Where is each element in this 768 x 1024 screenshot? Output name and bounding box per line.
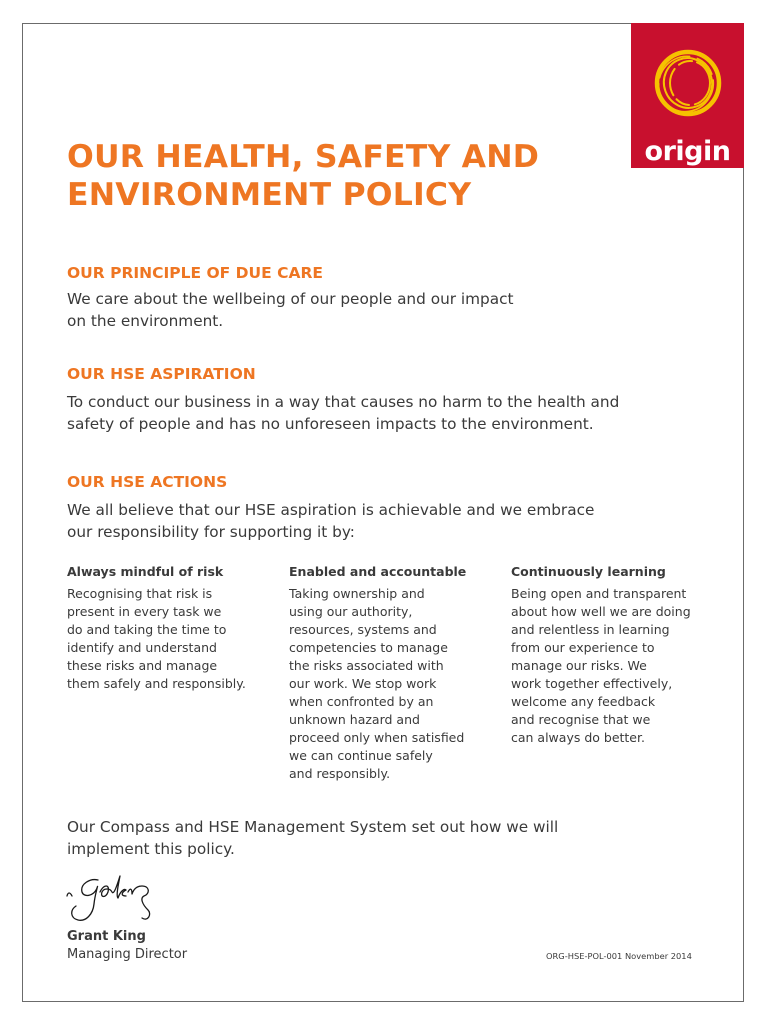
- action-title: Enabled and accountable: [289, 564, 467, 579]
- principle-line-2: on the environment.: [67, 312, 224, 330]
- action-line: using our authority,: [289, 604, 413, 619]
- action-title: Always mindful of risk: [67, 564, 224, 579]
- action-line: and relentless in learning: [511, 622, 670, 637]
- signatory-role: Managing Director: [67, 947, 188, 962]
- action-title: Continuously learning: [511, 564, 666, 579]
- closing-line-2: implement this policy.: [67, 840, 235, 858]
- action-line: our work. We stop work: [289, 676, 437, 691]
- action-line: and responsibly.: [289, 766, 391, 781]
- action-line: about how well we are doing: [511, 604, 691, 619]
- action-line: do and taking the time to: [67, 622, 227, 637]
- aspiration-text: [67, 391, 619, 435]
- action-line: from our experience to: [511, 640, 655, 655]
- principle-line-1: We care about the wellbeing of our people and our impact: [67, 290, 514, 308]
- action-line: competencies to manage: [289, 640, 448, 655]
- origin-wordmark: origin: [644, 136, 731, 167]
- action-description: [289, 585, 494, 783]
- action-line: work together effectively,: [511, 676, 673, 691]
- closing-line-1: Our Compass and HSE Management System set out how we will: [67, 818, 559, 836]
- action-line: the risks associated with: [289, 658, 444, 673]
- signatory-name: Grant King: [67, 929, 146, 944]
- page-title: [67, 138, 607, 214]
- document-reference: ORG-HSE-POL-001 November 2014: [546, 951, 692, 961]
- action-line: Taking ownership and: [289, 586, 425, 601]
- action-line: we can continue safely: [289, 748, 433, 763]
- action-column-learning: [511, 563, 726, 747]
- origin-logo: [631, 23, 744, 168]
- action-line: resources, systems and: [289, 622, 437, 637]
- actions-line-1: We all believe that our HSE aspiration is achievable and we embrace: [67, 501, 595, 519]
- action-line: when confronted by an: [289, 694, 434, 709]
- action-line: and recognise that we: [511, 712, 651, 727]
- action-line: welcome any feedback: [511, 694, 656, 709]
- action-line: can always do better.: [511, 730, 645, 745]
- actions-line-2: our responsibility for supporting it by:: [67, 523, 355, 541]
- action-line: proceed only when satisfied: [289, 730, 465, 745]
- action-line: identify and understand: [67, 640, 217, 655]
- action-line: unknown hazard and: [289, 712, 420, 727]
- actions-intro: [67, 499, 594, 543]
- action-line: manage our risks. We: [511, 658, 647, 673]
- actions-heading: OUR HSE ACTIONS: [67, 473, 228, 491]
- principle-text: [67, 288, 514, 332]
- title-line-1: OUR HEALTH, SAFETY AND: [67, 139, 540, 175]
- action-line: them safely and responsibly.: [67, 676, 246, 691]
- action-column-mindful: [67, 563, 267, 693]
- closing-text: [67, 816, 558, 860]
- action-description: [67, 585, 267, 693]
- aspiration-line-1: To conduct our business in a way that causes no harm to the health and: [67, 393, 620, 411]
- principle-heading: OUR PRINCIPLE OF DUE CARE: [67, 264, 323, 282]
- aspiration-heading: OUR HSE ASPIRATION: [67, 365, 256, 383]
- aspiration-line-2: safety of people and has no unforeseen impacts to the environment.: [67, 415, 594, 433]
- handwritten-signature: [64, 870, 164, 928]
- action-line: Being open and transparent: [511, 586, 687, 601]
- title-line-2: ENVIRONMENT POLICY: [67, 177, 472, 213]
- action-line: present in every task we: [67, 604, 222, 619]
- action-line: Recognising that risk is: [67, 586, 213, 601]
- action-column-accountable: [289, 563, 494, 783]
- action-line: these risks and manage: [67, 658, 218, 673]
- action-description: [511, 585, 726, 747]
